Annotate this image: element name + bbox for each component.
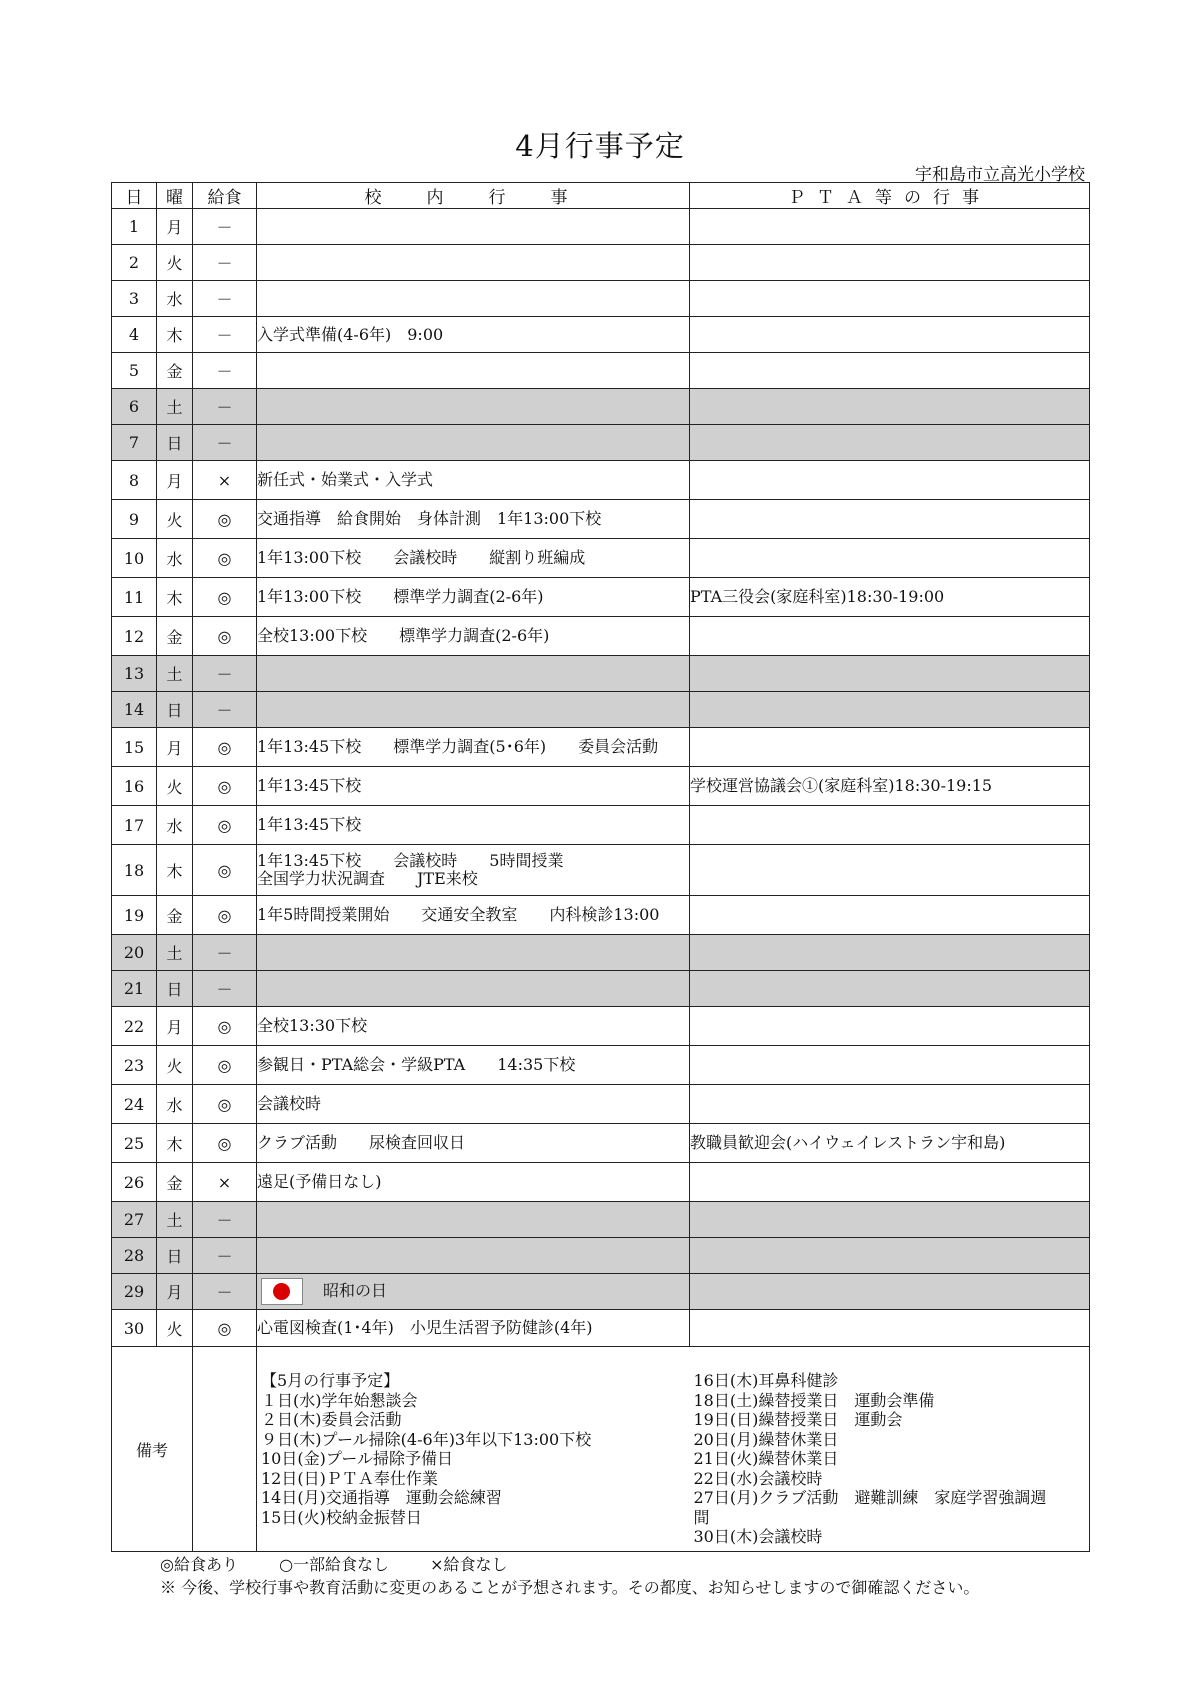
weekday-cell: 日 bbox=[157, 425, 193, 461]
pta-event-cell bbox=[690, 896, 1090, 935]
weekday-cell: 木 bbox=[157, 578, 193, 617]
meal-cell: － bbox=[193, 656, 257, 692]
meal-cell: ◎ bbox=[193, 539, 257, 578]
may-events-left bbox=[257, 1347, 690, 1552]
schedule-row bbox=[112, 425, 1090, 461]
day-cell: 30 bbox=[112, 1310, 157, 1347]
meal-cell: － bbox=[193, 1202, 257, 1238]
day-cell: 14 bbox=[112, 692, 157, 728]
pta-event-cell bbox=[690, 281, 1090, 317]
day-cell: 9 bbox=[112, 500, 157, 539]
pta-event-cell bbox=[690, 353, 1090, 389]
school-event-cell bbox=[257, 896, 690, 935]
day-cell: 26 bbox=[112, 1163, 157, 1202]
meal-cell: ◎ bbox=[193, 806, 257, 845]
legend-none: ×給食なし bbox=[430, 1555, 508, 1574]
weekday-cell: 火 bbox=[157, 1046, 193, 1085]
meal-cell: － bbox=[193, 935, 257, 971]
school-event-cell bbox=[257, 1163, 690, 1202]
footnote: ※ 今後、学校行事や教育活動に変更のあることが予想されます。その都度、お知らせしますので御確認ください。 bbox=[160, 1578, 980, 1597]
school-event-text: 参観日・PTA総会・学級PTA 14:35下校 bbox=[257, 1055, 576, 1074]
may-event-item: 20日(月)繰替休業日 bbox=[693, 1429, 839, 1449]
meal-cell: × bbox=[193, 1163, 257, 1202]
school-event-cell bbox=[257, 1274, 690, 1310]
meal-cell: － bbox=[193, 317, 257, 353]
weekday-cell: 土 bbox=[157, 656, 193, 692]
school-event-text: 1年13:45下校 標準学力調査(5･6年) 委員会活動 bbox=[257, 737, 659, 756]
pta-event-cell bbox=[690, 1046, 1090, 1085]
pta-event-cell bbox=[690, 317, 1090, 353]
school-event-cell bbox=[257, 353, 690, 389]
schedule-row bbox=[112, 1310, 1090, 1347]
may-event-item: 14日(月)交通指導 運動会総練習 bbox=[261, 1488, 502, 1507]
weekday-cell: 火 bbox=[157, 245, 193, 281]
school-event-text: 1年13:45下校 bbox=[257, 776, 362, 795]
pta-event-cell bbox=[690, 389, 1090, 425]
weekday-cell: 火 bbox=[157, 1310, 193, 1347]
school-event-cell bbox=[257, 539, 690, 578]
may-right-list bbox=[690, 1371, 1090, 1547]
may-event-item: 19日(日)繰替授業日 運動会 bbox=[693, 1410, 903, 1429]
weekday-cell: 火 bbox=[157, 500, 193, 539]
school-event-text: 遠足(予備日なし) bbox=[257, 1172, 382, 1191]
schedule-row bbox=[112, 1202, 1090, 1238]
schedule-row bbox=[112, 1085, 1090, 1124]
day-cell: 22 bbox=[112, 1007, 157, 1046]
day-cell: 10 bbox=[112, 539, 157, 578]
weekday-cell: 月 bbox=[157, 728, 193, 767]
day-cell: 19 bbox=[112, 896, 157, 935]
notes-label: 備考 bbox=[112, 1347, 193, 1552]
meal-cell: ◎ bbox=[193, 728, 257, 767]
meal-cell: ◎ bbox=[193, 1085, 257, 1124]
weekday-cell: 木 bbox=[157, 845, 193, 896]
schedule-row bbox=[112, 806, 1090, 845]
weekday-cell: 土 bbox=[157, 389, 193, 425]
schedule-row bbox=[112, 617, 1090, 656]
schedule-row bbox=[112, 1163, 1090, 1202]
meal-cell: ◎ bbox=[193, 1310, 257, 1347]
col-header-pta-events: ＰＴＡ等の行事 bbox=[690, 183, 1090, 209]
meal-cell: － bbox=[193, 281, 257, 317]
pta-event-cell bbox=[690, 425, 1090, 461]
weekday-cell: 月 bbox=[157, 209, 193, 245]
meal-cell: ◎ bbox=[193, 1124, 257, 1163]
meal-cell: － bbox=[193, 353, 257, 389]
pta-event-cell: 学校運営協議会①(家庭科室)18:30-19:15 bbox=[690, 767, 1090, 806]
school-event-text: 昭和の日 bbox=[323, 1281, 388, 1300]
day-cell: 18 bbox=[112, 845, 157, 896]
meal-legend bbox=[160, 1552, 544, 1575]
weekday-cell: 土 bbox=[157, 935, 193, 971]
meal-cell: － bbox=[193, 1274, 257, 1310]
day-cell: 3 bbox=[112, 281, 157, 317]
day-cell: 27 bbox=[112, 1202, 157, 1238]
page-title: 4月行事予定 bbox=[515, 129, 685, 163]
day-cell: 23 bbox=[112, 1046, 157, 1085]
school-event-cell bbox=[257, 845, 690, 896]
pta-event-cell bbox=[690, 656, 1090, 692]
weekday-cell: 火 bbox=[157, 767, 193, 806]
meal-cell: － bbox=[193, 245, 257, 281]
day-cell: 5 bbox=[112, 353, 157, 389]
weekday-cell: 水 bbox=[157, 539, 193, 578]
legend-partial: ○一部給食なし bbox=[279, 1555, 390, 1574]
day-cell: 7 bbox=[112, 425, 157, 461]
school-event-cell bbox=[257, 692, 690, 728]
school-event-text: 全校13:30下校 bbox=[257, 1016, 368, 1035]
meal-cell: － bbox=[193, 1238, 257, 1274]
pta-event-cell bbox=[690, 245, 1090, 281]
may-event-item: 18日(土)繰替授業日 運動会準備 bbox=[693, 1390, 935, 1410]
pta-event-cell bbox=[690, 806, 1090, 845]
day-cell: 6 bbox=[112, 389, 157, 425]
day-cell: 21 bbox=[112, 971, 157, 1007]
meal-cell: ◎ bbox=[193, 1007, 257, 1046]
school-event-cell bbox=[257, 1085, 690, 1124]
meal-cell: ◎ bbox=[193, 500, 257, 539]
meal-cell: － bbox=[193, 425, 257, 461]
may-event-item: 22日(水)会議校時 bbox=[693, 1468, 823, 1488]
school-event-cell bbox=[257, 806, 690, 845]
header-row bbox=[112, 183, 1090, 209]
weekday-cell: 日 bbox=[157, 1238, 193, 1274]
may-event-item: １日(水)学年始懇談会 bbox=[261, 1390, 418, 1410]
may-left-list bbox=[257, 1391, 690, 1528]
pta-event-cell bbox=[690, 1007, 1090, 1046]
may-event-item: 16日(木)耳鼻科健診 bbox=[693, 1371, 839, 1390]
pta-event-cell bbox=[690, 539, 1090, 578]
schedule-row bbox=[112, 353, 1090, 389]
school-event-cell bbox=[257, 1310, 690, 1347]
school-event-cell bbox=[257, 281, 690, 317]
day-cell: 1 bbox=[112, 209, 157, 245]
school-event-cell bbox=[257, 728, 690, 767]
schedule-row bbox=[112, 500, 1090, 539]
day-cell: 17 bbox=[112, 806, 157, 845]
school-event-text: 1年13:00下校 標準学力調査(2-6年) bbox=[257, 587, 544, 606]
school-event-text: 全校13:00下校 標準学力調査(2-6年) bbox=[257, 626, 550, 645]
pta-event-cell bbox=[690, 1310, 1090, 1347]
col-header-meal: 給食 bbox=[193, 183, 257, 209]
school-event-cell bbox=[257, 1007, 690, 1046]
schedule-row bbox=[112, 317, 1090, 353]
day-cell: 8 bbox=[112, 461, 157, 500]
school-event-text: 新任式・始業式・入学式 bbox=[257, 470, 434, 489]
school-event-cell bbox=[257, 389, 690, 425]
weekday-cell: 金 bbox=[157, 353, 193, 389]
pta-event-cell bbox=[690, 1202, 1090, 1238]
school-event-cell bbox=[257, 425, 690, 461]
may-event-item: 15日(火)校納金振替日 bbox=[261, 1507, 422, 1527]
schedule-row bbox=[112, 1124, 1090, 1163]
weekday-cell: 水 bbox=[157, 281, 193, 317]
weekday-cell: 水 bbox=[157, 1085, 193, 1124]
school-event-cell bbox=[257, 656, 690, 692]
school-event-cell bbox=[257, 578, 690, 617]
meal-cell: ◎ bbox=[193, 617, 257, 656]
school-event-text: クラブ活動 尿検査回収日 bbox=[257, 1133, 466, 1152]
pta-event-cell bbox=[690, 728, 1090, 767]
school-event-cell bbox=[257, 245, 690, 281]
schedule-row bbox=[112, 461, 1090, 500]
day-cell: 2 bbox=[112, 245, 157, 281]
schedule-row bbox=[112, 1274, 1090, 1310]
may-heading: 【5月の行事予定】 bbox=[261, 1371, 400, 1390]
school-event-cell bbox=[257, 1124, 690, 1163]
col-header-school-events: 校 内 行 事 bbox=[257, 183, 690, 209]
day-cell: 20 bbox=[112, 935, 157, 971]
schedule-row bbox=[112, 245, 1090, 281]
schedule-row bbox=[112, 692, 1090, 728]
weekday-cell: 日 bbox=[157, 971, 193, 1007]
pta-event-cell bbox=[690, 971, 1090, 1007]
schedule-row bbox=[112, 935, 1090, 971]
school-event-cell bbox=[257, 767, 690, 806]
day-cell: 28 bbox=[112, 1238, 157, 1274]
school-event-cell bbox=[257, 209, 690, 245]
schedule-row bbox=[112, 845, 1090, 896]
schedule-row bbox=[112, 539, 1090, 578]
school-event-text: 心電図検査(1･4年) 小児生活習予防健診(4年) bbox=[257, 1318, 593, 1337]
meal-cell: ◎ bbox=[193, 845, 257, 896]
col-header-weekday: 曜 bbox=[157, 183, 193, 209]
school-event-text: 1年13:45下校 bbox=[257, 815, 362, 834]
weekday-cell: 木 bbox=[157, 317, 193, 353]
may-event-item: 12日(日)ＰＴＡ奉仕作業 bbox=[261, 1468, 438, 1488]
day-cell: 11 bbox=[112, 578, 157, 617]
meal-cell: ◎ bbox=[193, 896, 257, 935]
schedule-row bbox=[112, 1046, 1090, 1085]
schedule-row bbox=[112, 578, 1090, 617]
may-event-item: 21日(火)繰替休業日 bbox=[693, 1449, 839, 1468]
meal-cell: － bbox=[193, 971, 257, 1007]
day-cell: 24 bbox=[112, 1085, 157, 1124]
school-event-cell bbox=[257, 500, 690, 539]
schedule-body bbox=[112, 209, 1090, 1347]
weekday-cell: 水 bbox=[157, 806, 193, 845]
school-event-cell bbox=[257, 1238, 690, 1274]
meal-cell: － bbox=[193, 692, 257, 728]
school-event-cell bbox=[257, 461, 690, 500]
may-event-item: 27日(月)クラブ活動 避難訓練 家庭学習強調週 bbox=[693, 1488, 1047, 1507]
pta-event-cell: PTA三役会(家庭科室)18:30-19:00 bbox=[690, 578, 1090, 617]
schedule-row bbox=[112, 767, 1090, 806]
pta-event-cell bbox=[690, 500, 1090, 539]
notes-row bbox=[112, 1347, 1090, 1552]
weekday-cell: 月 bbox=[157, 1007, 193, 1046]
day-cell: 13 bbox=[112, 656, 157, 692]
pta-event-cell bbox=[690, 617, 1090, 656]
pta-event-cell: 教職員歓迎会(ハイウェイレストラン宇和島) bbox=[690, 1124, 1090, 1163]
school-event-text: 交通指導 給食開始 身体計測 1年13:00下校 bbox=[257, 509, 602, 528]
school-event-text: 入学式準備(4-6年) 9:00 bbox=[257, 324, 444, 344]
col-header-day: 日 bbox=[112, 183, 157, 209]
pta-event-cell bbox=[690, 1274, 1090, 1310]
schedule-row bbox=[112, 1007, 1090, 1046]
weekday-cell: 月 bbox=[157, 1274, 193, 1310]
weekday-cell: 月 bbox=[157, 461, 193, 500]
schedule-row bbox=[112, 656, 1090, 692]
meal-cell: × bbox=[193, 461, 257, 500]
school-event-cell bbox=[257, 617, 690, 656]
notes-spacer bbox=[193, 1347, 257, 1552]
school-event-text: 1年13:45下校 会議校時 5時間授業 bbox=[257, 851, 564, 870]
school-event-cell bbox=[257, 1046, 690, 1085]
day-cell: 4 bbox=[112, 317, 157, 353]
day-cell: 15 bbox=[112, 728, 157, 767]
weekday-cell: 木 bbox=[157, 1124, 193, 1163]
day-cell: 12 bbox=[112, 617, 157, 656]
meal-cell: － bbox=[193, 209, 257, 245]
may-event-item: ９日(木)プール掃除(4-6年)3年以下13:00下校 bbox=[261, 1429, 592, 1449]
meal-cell: ◎ bbox=[193, 767, 257, 806]
weekday-cell: 土 bbox=[157, 1202, 193, 1238]
school-event-cell bbox=[257, 971, 690, 1007]
day-cell: 25 bbox=[112, 1124, 157, 1163]
pta-event-cell bbox=[690, 935, 1090, 971]
may-events-right bbox=[690, 1347, 1090, 1552]
pta-event-cell bbox=[690, 209, 1090, 245]
schedule-row bbox=[112, 1238, 1090, 1274]
meal-cell: － bbox=[193, 389, 257, 425]
schedule-row bbox=[112, 728, 1090, 767]
schedule-row bbox=[112, 281, 1090, 317]
pta-event-cell bbox=[690, 845, 1090, 896]
day-cell: 16 bbox=[112, 767, 157, 806]
pta-event-cell bbox=[690, 692, 1090, 728]
meal-cell: ◎ bbox=[193, 578, 257, 617]
may-event-item: 30日(木)会議校時 bbox=[693, 1527, 823, 1546]
schedule-row bbox=[112, 896, 1090, 935]
pta-event-cell bbox=[690, 1085, 1090, 1124]
pta-event-cell bbox=[690, 1238, 1090, 1274]
pta-event-cell bbox=[690, 1163, 1090, 1202]
day-cell: 29 bbox=[112, 1274, 157, 1310]
schedule-row bbox=[112, 389, 1090, 425]
schedule-row bbox=[112, 971, 1090, 1007]
pta-event-cell bbox=[690, 461, 1090, 500]
weekday-cell: 日 bbox=[157, 692, 193, 728]
may-event-item: 間 bbox=[693, 1507, 710, 1527]
school-event-text: 会議校時 bbox=[257, 1094, 322, 1113]
japan-flag-icon bbox=[261, 1278, 303, 1305]
school-event-text: 1年5時間授業開始 交通安全教室 内科検診13:00 bbox=[257, 905, 660, 924]
may-event-item: 10日(金)プール掃除予備日 bbox=[261, 1449, 454, 1468]
schedule-row bbox=[112, 209, 1090, 245]
school-event-text: 全国学力状況調査 JTE来校 bbox=[257, 869, 478, 888]
school-event-cell bbox=[257, 1202, 690, 1238]
weekday-cell: 金 bbox=[157, 896, 193, 935]
weekday-cell: 金 bbox=[157, 1163, 193, 1202]
meal-cell: ◎ bbox=[193, 1046, 257, 1085]
school-event-cell bbox=[257, 317, 690, 353]
schedule-table bbox=[111, 182, 1090, 1552]
may-event-item: ２日(木)委員会活動 bbox=[261, 1410, 402, 1429]
legend-full: ◎給食あり bbox=[160, 1555, 238, 1574]
school-event-text: 1年13:00下校 会議校時 縦割り班編成 bbox=[257, 548, 586, 567]
school-name: 宇和島市立高光小学校 bbox=[915, 165, 1085, 185]
weekday-cell: 金 bbox=[157, 617, 193, 656]
school-event-cell bbox=[257, 935, 690, 971]
